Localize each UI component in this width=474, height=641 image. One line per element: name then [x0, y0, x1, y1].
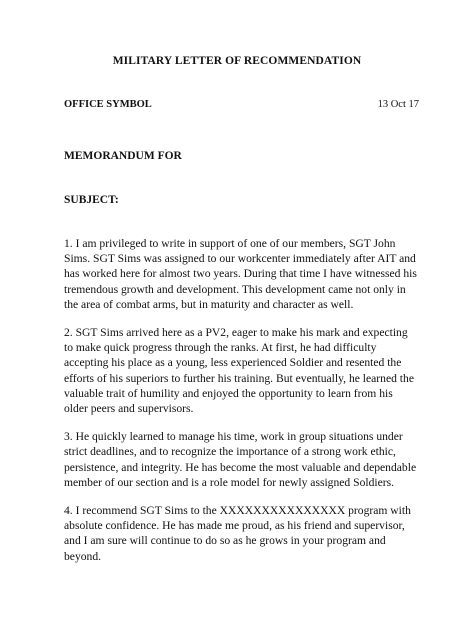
paragraph-1: 1. I am privileged to write in support of one of our members, SGT John Sims. SGT Sims was assigned to our workcenter immediately after AIT and has worked here for almost two years. During that time I have witnessed his tremendous growth and development. This development came not only in the area of combat arms, but in maturity and character as well.: [64, 237, 417, 311]
paragraph-4: 4. I recommend SGT Sims to the XXXXXXXXXXXXXXX program with absolute confidence. He has made me proud, as his friend and supervisor, and I am sure will continue to do so as he grows in your program and beyond.: [64, 504, 411, 563]
office-symbol: OFFICE SYMBOL: [64, 99, 152, 110]
memorandum-for: MEMORANDUM FOR: [64, 150, 182, 162]
subject-line: SUBJECT:: [64, 194, 119, 206]
document-title: MILITARY LETTER OF RECOMMENDATION: [112, 55, 362, 67]
office-symbol-row: [64, 99, 419, 110]
paragraph-2: 2. SGT Sims arrived here as a PV2, eager to make his mark and expecting to make quick progress through the ranks. At first, he had difficulty accepting his place as a young, less experienced Soldier and resented the efforts of his superiors to further his training. But eventually, he learned the valuable trait of humility and enjoyed the opportunity to learn from his older peers and supervisors.: [64, 326, 414, 416]
paragraph-3: 3. He quickly learned to manage his time, work in group situations under strict deadlines, and to recognize the importance of a strong work ethic, persistence, and integrity. He has become the most valuable and dependable member of our section and is a role model for newly assigned Soldiers.: [64, 430, 417, 489]
letter-body: [64, 236, 419, 577]
letter-date: 13 Oct 17: [377, 99, 419, 110]
